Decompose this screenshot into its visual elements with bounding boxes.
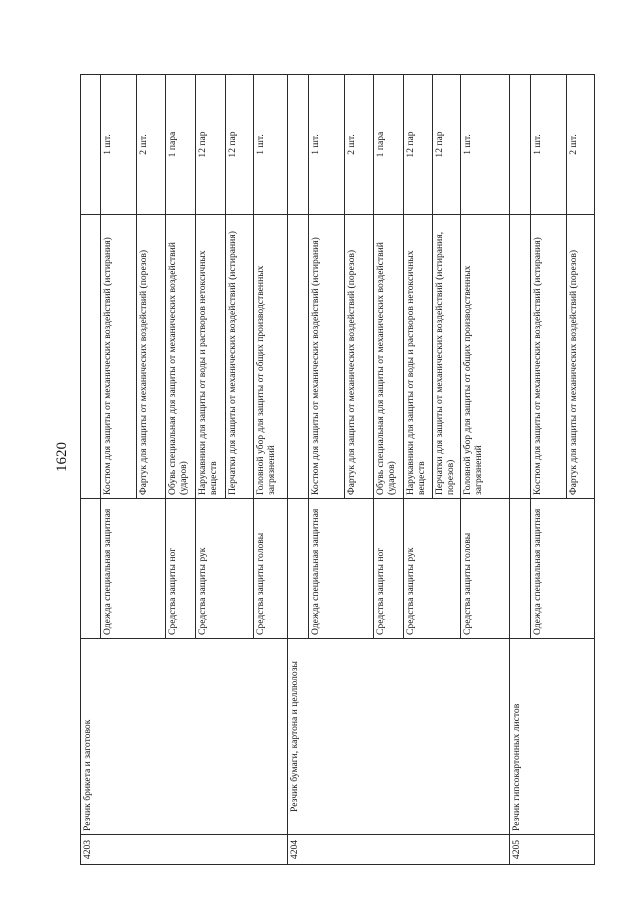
ppe-category: Средства защиты головы [461, 499, 510, 639]
section-header-row [288, 75, 309, 865]
qty-cell-empty [81, 75, 101, 215]
category-cell-empty [81, 499, 101, 639]
profession-name: Резчик брикета и заготовок [81, 639, 288, 835]
ppe-quantity: 1 шт. [309, 75, 345, 215]
ppe-quantity: 1 шт. [531, 75, 567, 215]
ppe-quantity: 12 пар [226, 75, 254, 215]
profession-name: Резчик гипсокартонных листов [510, 639, 595, 835]
page-number: 1620 [54, 442, 70, 472]
ppe-category: Средства защиты рук [404, 499, 461, 639]
ppe-category: Одежда специальная защитная [101, 499, 166, 639]
ppe-quantity: 1 шт. [254, 75, 288, 215]
item-cell-empty [510, 215, 531, 499]
ppe-item: Костюм для защиты от механических воздействий (истирания) [101, 215, 137, 499]
item-cell-empty [288, 215, 309, 499]
ppe-quantity: 2 шт. [345, 75, 374, 215]
ppe-item: Костюм для защиты от механических воздействий (истирания) [531, 215, 567, 499]
ppe-item: Перчатки для защиты от механических воздействий (истирания) [226, 215, 254, 499]
ppe-quantity: 1 шт. [461, 75, 510, 215]
ppe-item: Фартук для защиты от механических воздействий (порезов) [567, 215, 595, 499]
ppe-category: Средства защиты рук [196, 499, 254, 639]
profession-code: 4203 [81, 835, 288, 865]
ppe-item: Перчатки для защиты от механических воздействий (истирания, порезов) [433, 215, 461, 499]
item-cell-empty [81, 215, 101, 499]
ppe-item: Нарукавники для защиты от воды и растворов нетоксичных веществ [196, 215, 226, 499]
ppe-item: Головной убор для защиты от общих производственных загрязнений [461, 215, 510, 499]
ppe-item: Головной убор для защиты от общих производственных загрязнений [254, 215, 288, 499]
ppe-item: Фартук для защиты от механических воздействий (порезов) [137, 215, 166, 499]
ppe-quantity: 1 шт. [101, 75, 137, 215]
ppe-category: Средства защиты головы [254, 499, 288, 639]
ppe-category: Средства защиты ног [166, 499, 196, 639]
ppe-category: Одежда специальная защитная [531, 499, 595, 639]
ppe-item: Нарукавники для защиты от воды и растворов нетоксичных веществ [404, 215, 433, 499]
ppe-quantity: 2 шт. [567, 75, 595, 215]
table-body [81, 75, 595, 865]
section-header-row [81, 75, 101, 865]
category-cell-empty [288, 499, 309, 639]
profession-name: Резчик бумаги, картона и целлюлозы [288, 639, 510, 835]
ppe-item: Фартук для защиты от механических воздействий (порезов) [345, 215, 374, 499]
ppe-norms-table-sheet [80, 75, 579, 865]
ppe-norms-table [80, 74, 595, 865]
qty-cell-empty [288, 75, 309, 215]
ppe-quantity: 2 шт. [137, 75, 166, 215]
rotated-table-viewport [80, 75, 579, 865]
ppe-quantity: 12 пар [196, 75, 226, 215]
category-cell-empty [510, 499, 531, 639]
ppe-item: Обувь специальная для защиты от механических воздействий (ударов) [166, 215, 196, 499]
ppe-category: Средства защиты ног [374, 499, 404, 639]
ppe-quantity: 1 пара [374, 75, 404, 215]
profession-code: 4205 [510, 835, 595, 865]
ppe-quantity: 12 пар [404, 75, 433, 215]
ppe-quantity: 12 пар [433, 75, 461, 215]
qty-cell-empty [510, 75, 531, 215]
ppe-item: Обувь специальная для защиты от механических воздействий (ударов) [374, 215, 404, 499]
ppe-category: Одежда специальная защитная [309, 499, 374, 639]
ppe-item: Костюм для защиты от механических воздействий (истирания) [309, 215, 345, 499]
section-header-row [510, 75, 531, 865]
ppe-quantity: 1 пара [166, 75, 196, 215]
profession-code: 4204 [288, 835, 510, 865]
